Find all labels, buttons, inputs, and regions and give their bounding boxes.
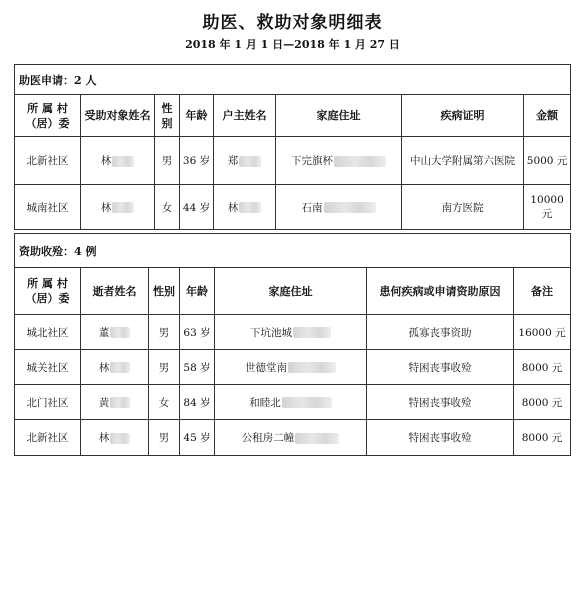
note-cell: 16000 元 — [514, 315, 571, 350]
community-cell: 城关社区 — [15, 350, 81, 385]
header-age: 年龄 — [180, 268, 215, 315]
note-cell: 8000 元 — [514, 350, 571, 385]
header-illness-proof: 疾病证明 — [402, 95, 524, 137]
name-text: 董 — [98, 326, 110, 339]
community-cell: 城北社区 — [15, 315, 81, 350]
name-text: 林 — [100, 155, 112, 167]
redacted-mask — [282, 397, 332, 408]
funeral-aid-table — [14, 233, 571, 456]
table-row — [15, 185, 571, 230]
redacted-mask — [110, 397, 130, 408]
community-cell: 北新社区 — [15, 137, 81, 185]
age-cell: 45 岁 — [180, 420, 215, 456]
proof-cell: 南方医院 — [402, 185, 524, 230]
gender-cell: 男 — [149, 350, 180, 385]
name-text: 黄 — [98, 396, 110, 409]
head-text: 郑 — [227, 155, 239, 167]
table-row — [15, 137, 571, 185]
redacted-mask — [110, 362, 130, 373]
table-row — [15, 350, 571, 385]
community-cell: 北门社区 — [15, 385, 81, 420]
address-cell — [215, 420, 367, 456]
amount-cell: 10000 元 — [524, 185, 571, 230]
address-text: 石南 — [301, 201, 323, 214]
date-range: 2018 年 1 月 1 日—2018 年 1 月 27 日 — [185, 38, 400, 51]
age-cell: 58 岁 — [180, 350, 215, 385]
address-cell — [215, 350, 367, 385]
document-title: 助医、救助对象明细表 — [202, 13, 383, 33]
amount-cell: 5000 元 — [524, 137, 571, 185]
relief-section-label: 资助收殓：4 例 — [15, 234, 571, 268]
name-text: 林 — [100, 201, 112, 214]
redacted-mask — [112, 156, 134, 167]
age-cell: 63 岁 — [180, 315, 215, 350]
head-text: 林 — [227, 201, 239, 214]
address-text: 下完旗杯 — [291, 155, 333, 167]
community-cell: 城南社区 — [15, 185, 81, 230]
name-text: 林 — [98, 432, 110, 444]
medical-aid-table — [14, 64, 571, 230]
header-household-head: 户主姓名 — [214, 95, 276, 137]
address-cell — [215, 385, 367, 420]
name-cell — [81, 385, 149, 420]
gender-cell: 男 — [155, 137, 180, 185]
medical-section-label: 助医申请：2 人 — [15, 65, 571, 95]
address-text: 公租房二幢 — [241, 432, 295, 444]
community-cell: 北新社区 — [15, 420, 81, 456]
header-address: 家庭住址 — [215, 268, 367, 315]
name-cell — [81, 137, 155, 185]
name-text: 林 — [98, 361, 110, 374]
redacted-mask — [288, 362, 336, 373]
name-cell — [81, 185, 155, 230]
proof-cell: 中山大学附属第六医院 — [402, 137, 524, 185]
header-reason: 患何疾病或申请资助原因 — [367, 268, 514, 315]
age-cell: 44 岁 — [180, 185, 214, 230]
table-row — [15, 385, 571, 420]
head-cell — [214, 185, 276, 230]
address-text: 世德堂南 — [245, 361, 287, 374]
relief-header-row — [15, 268, 571, 315]
table-row — [15, 315, 571, 350]
header-note: 备注 — [514, 268, 571, 315]
head-cell — [214, 137, 276, 185]
address-cell — [276, 185, 402, 230]
medical-header-row — [15, 95, 571, 137]
reason-cell: 孤寡丧事资助 — [367, 315, 514, 350]
address-cell — [276, 137, 402, 185]
gender-cell: 男 — [149, 420, 180, 456]
header-gender: 性别 — [155, 95, 180, 137]
gender-cell: 男 — [149, 315, 180, 350]
redacted-mask — [239, 202, 261, 213]
table-row — [15, 420, 571, 456]
redacted-mask — [293, 327, 331, 338]
note-cell: 8000 元 — [514, 385, 571, 420]
header-deceased-name: 逝者姓名 — [81, 268, 149, 315]
address-text: 和睦北 — [249, 396, 281, 409]
header-age: 年龄 — [180, 95, 214, 137]
redacted-mask — [334, 156, 386, 167]
address-cell — [215, 315, 367, 350]
reason-cell: 特困丧事收殓 — [367, 420, 514, 456]
header-address: 家庭住址 — [276, 95, 402, 137]
gender-cell: 女 — [149, 385, 180, 420]
redacted-mask — [295, 433, 339, 444]
header-gender: 性别 — [149, 268, 180, 315]
gender-cell: 女 — [155, 185, 180, 230]
note-cell: 8000 元 — [514, 420, 571, 456]
redacted-mask — [324, 202, 376, 213]
header-recipient-name: 受助对象姓名 — [81, 95, 155, 137]
reason-cell: 特困丧事收殓 — [367, 385, 514, 420]
header-community: 所 属 村（居）委 — [15, 95, 81, 137]
age-cell: 84 岁 — [180, 385, 215, 420]
name-cell — [81, 420, 149, 456]
name-cell — [81, 350, 149, 385]
address-text: 下坑池城 — [250, 326, 292, 339]
reason-cell: 特困丧事收殓 — [367, 350, 514, 385]
name-cell — [81, 315, 149, 350]
redacted-mask — [239, 156, 261, 167]
header-community: 所 属 村（居）委 — [15, 268, 81, 315]
header-amount: 金额 — [524, 95, 571, 137]
age-cell: 36 岁 — [180, 137, 214, 185]
redacted-mask — [110, 327, 130, 338]
redacted-mask — [110, 433, 130, 444]
redacted-mask — [112, 202, 134, 213]
